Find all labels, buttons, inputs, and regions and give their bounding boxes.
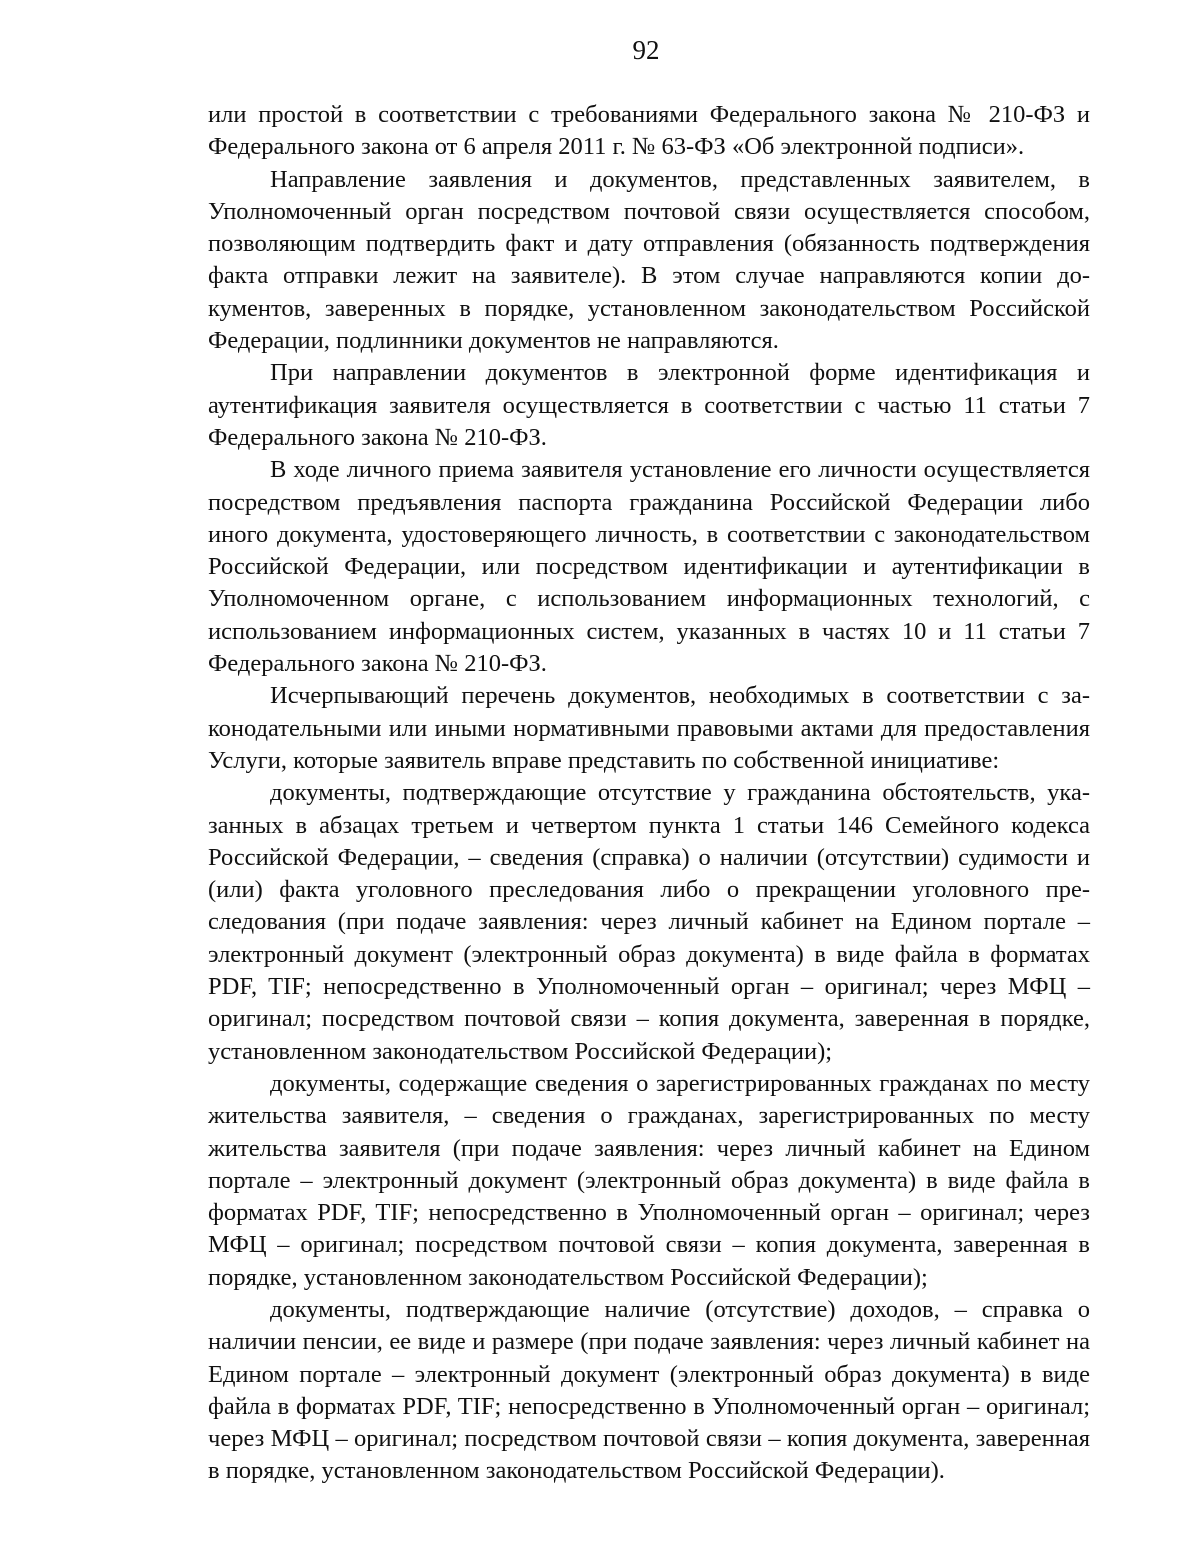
document-body [208, 99, 1090, 1488]
paragraph-postal-submission: Направление заявления и документов, представленных заявителем, в Уполномоченный орган посредством почтовой связи осуществляется способом, позволяющим подтвердить факт и дату отправления (обязанность подтверждения факта отправки лежит на заявителе). В этом случае направляются копии документов, заверенных в порядке, установленном законодательством Российской Федерации, подлинники документов не направляются. [208, 165, 1090, 355]
paragraph-personal-reception: В ходе личного приема заявителя установление его личности осуществляется посредством предъявления паспорта гражданина Российской Федерации либо иного документа, удостоверяющего личность, в соответствии с законодательством Российской Федерации, или посредством идентификации и аутентификации в Уполномоченном органе, с использованием информационных технологий, с использованием информационных систем, указанных в частях 10 и 11 статьи 7 Федерального закона № 210-ФЗ. [208, 456, 1090, 678]
paragraph-signature-requirements: или простой в соответствии с требованиями Федерального закона № 210-ФЗ и Федерального закона от 6 апреля 2011 г. № 63-ФЗ «Об электронной подписи». [208, 101, 1090, 161]
page-number: 92 [632, 35, 660, 65]
paragraph-income-documents: документы, подтверждающие наличие (отсутствие) доходов, – справка о наличии пенсии, ее виде и размере (при подаче заявления: через личный кабинет на Едином портале – электронный документ (электронный образ документа) в виде файла в форматах PDF, TIF; непосредственно в Уполномоченный орган – оригинал; через МФЦ – оригинал; посредством почтовой связи – копия документа, заверенная в порядке, установленном законодательством Российской Федерации). [208, 1295, 1090, 1485]
paragraph-electronic-identification: При направлении документов в электронной форме идентификация и аутентификация заявителя осуществляется в соответствии с частью 11 статьи 7 Федерального закона № 210-ФЗ. [208, 359, 1090, 451]
paragraph-documents-list-intro: Исчерпывающий перечень документов, необходимых в соответствии с законодательными или иными нормативными правовыми актами для предоставления Услуги, которые заявитель вправе представить по собственной инициативе: [208, 682, 1090, 774]
paragraph-registered-residents-documents: документы, содержащие сведения о зарегистрированных гражданах по месту жительства заявителя, – сведения о гражданах, зарегистрированных по месту жительства заявителя (при подаче заявления: через личный кабинет на Едином портале – электронный документ (электронный образ документа) в виде файла в форматах PDF, TIF; непосредственно в Уполномоченный орган – оригинал; через МФЦ – оригинал; посредством почтовой связи – копия документа, заверенная в порядке, установленном законодательством Российской Федерации); [208, 1069, 1090, 1291]
paragraph-criminal-record-documents: документы, подтверждающие отсутствие у гражданина обстоятельств, указанных в абзацах третьем и четвертом пункта 1 статьи 146 Семейного кодекса Российской Федерации, – сведения (справка) о наличии (отсутствии) судимости и (или) факта уголовного преследования либо о прекращении уголовного преследования (при подаче заявления: через личный кабинет на Едином портале – электронный документ (электронный образ документа) в виде файла в форматах PDF, TIF; непосредственно в Уполномоченный орган – оригинал; через МФЦ – оригинал; посредством почтовой связи – копия документа, заверенная в порядке, установленном законодательством Российской Федерации); [208, 779, 1090, 1065]
